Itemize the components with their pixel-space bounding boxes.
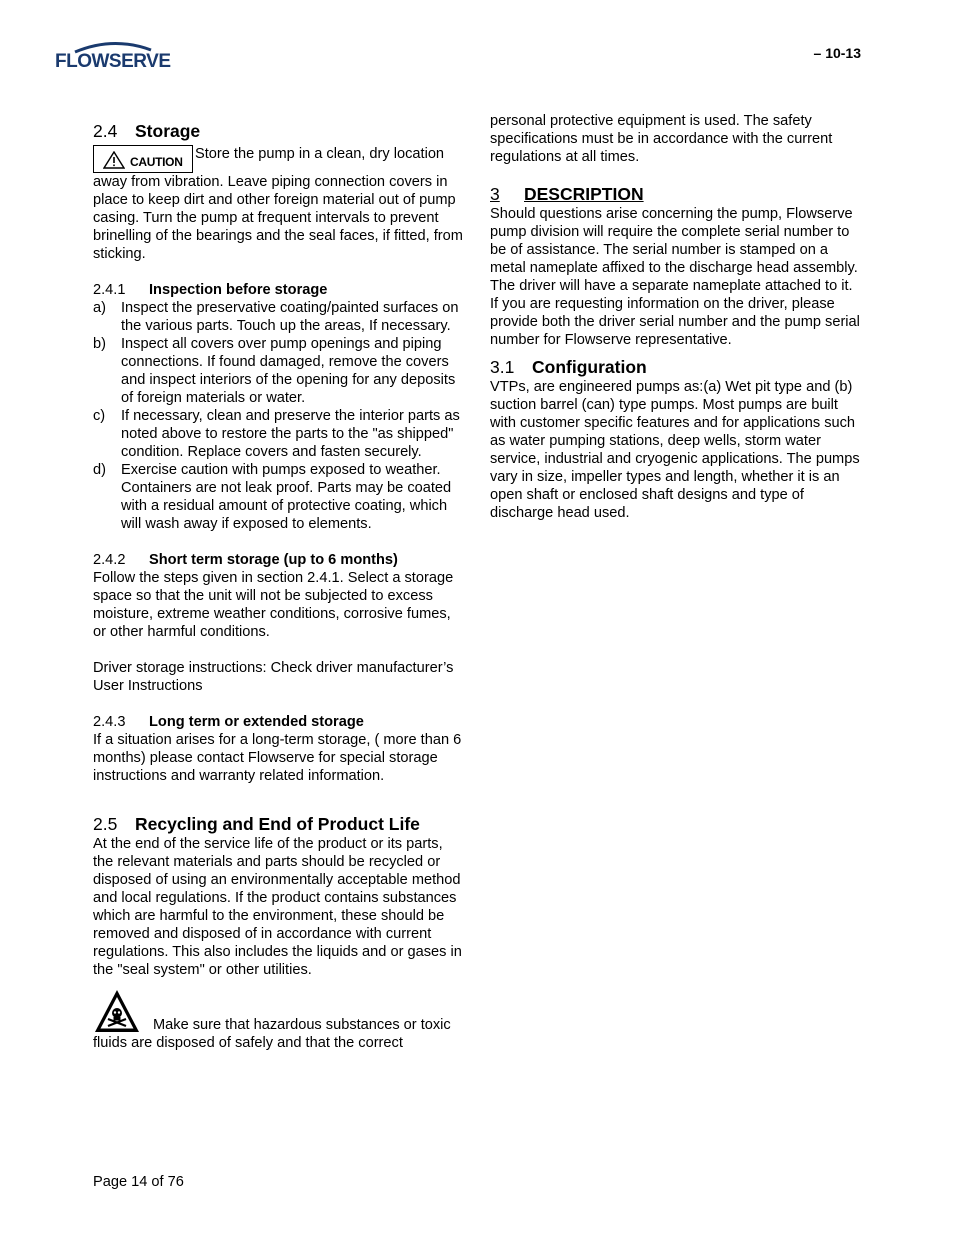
section-2-4-3-heading bbox=[93, 713, 465, 731]
list-item-text: Exercise caution with pumps exposed to weather. Containers are not leak proof. Parts may be coated with a residual amount of protective coating, which will wash away if exposed to elements. bbox=[121, 462, 452, 532]
caution-label: CAUTION bbox=[130, 155, 183, 169]
section-title: Configuration bbox=[532, 357, 647, 377]
section-number: 3.1 bbox=[490, 357, 515, 377]
section-2-4-2-heading bbox=[93, 551, 465, 569]
left-column bbox=[93, 120, 465, 1052]
logo-text: FLOWSERVE bbox=[55, 51, 171, 72]
section-number: 2.5 bbox=[93, 814, 118, 834]
section-title: Storage bbox=[135, 121, 201, 141]
recycling-paragraph: At the end of the service life of the product or its parts, the relevant materials and parts should be recycled or disposed of using an environmentally acceptable method and local regulations. If the product contains substances which are harmful to the environment, these should be removed and disposed of in accordance with current regulations. This also includes the liquids and or gases in the "seal system" or other utilities. bbox=[93, 836, 462, 978]
section-number: 2.4.3 bbox=[93, 714, 126, 730]
list-marker: c) bbox=[93, 408, 106, 424]
section-number: 2.4.2 bbox=[93, 552, 126, 568]
safety-paragraph: personal protective equipment is used. The safety specifications must be in accordance with the current regulations at all times. bbox=[490, 113, 833, 165]
storage-text: Store the pump in a clean, dry location away from vibration. Leave piping connection covers in place to keep dirt and other foreign material out of pump casing. Turn the pump at frequent intervals to prevent brinelling of the bearings and the seal faces, if fitted, from sticking. bbox=[93, 146, 463, 262]
toxic-text: Make sure that hazardous substances or toxic fluids are disposed of safely and that the correct bbox=[93, 1017, 451, 1051]
list-item-text: Inspect the preservative coating/painted surfaces on the various parts. Touch up the areas, If necessary. bbox=[121, 300, 459, 334]
driver-storage-paragraph: Driver storage instructions: Check driver manufacturer’s User Instructions bbox=[93, 660, 454, 694]
section-title: Inspection before storage bbox=[149, 282, 328, 298]
caution-symbol bbox=[93, 145, 193, 173]
long-term-paragraph: If a situation arises for a long-term storage, ( more than 6 months) please contact Flowserve for special storage instructions and warranty related information. bbox=[93, 732, 462, 784]
list-item-text: Inspect all covers over pump openings and piping connections. If found damaged, remove the covers and inspect interiors of the opening for any deposits of foreign materials or water. bbox=[121, 336, 456, 406]
list-item bbox=[93, 461, 465, 533]
description-paragraph: Should questions arise concerning the pump, Flowserve pump division will require the complete serial number to be of assistance. The serial number is stamped on a metal nameplate affixed to the discharge head assembly. The driver will have a separate nameplate attached to it. If you are requesting information on the driver, please provide both the driver serial number and the pump serial number for Flowserve representative. bbox=[490, 206, 860, 348]
list-marker: a) bbox=[93, 300, 106, 316]
section-number: 3 bbox=[490, 184, 500, 204]
toxic-paragraph bbox=[93, 988, 465, 1052]
section-2-4-heading bbox=[93, 120, 465, 142]
section-2-5-heading bbox=[93, 813, 465, 835]
list-item bbox=[93, 335, 465, 407]
flowserve-logo bbox=[55, 40, 171, 84]
right-column bbox=[490, 112, 862, 522]
list-item bbox=[93, 407, 465, 461]
configuration-paragraph: VTPs, are engineered pumps as:(a) Wet pit type and (b) suction barrel (can) type pumps. Most pumps are built with customer specific features and for applications such as water pumping stations, deep wells, storm water service, industrial and cryogenic applications. The pumps vary in size, impeller types and length, whether it is an open shaft or enclosed shaft designs and type of discharge head used. bbox=[490, 379, 860, 521]
list-marker: d) bbox=[93, 462, 106, 478]
section-3-1-heading bbox=[490, 356, 862, 378]
warning-triangle-icon bbox=[103, 151, 125, 169]
toxic-hazard-icon bbox=[93, 988, 141, 1034]
list-marker: b) bbox=[93, 336, 106, 352]
section-3-heading bbox=[490, 183, 862, 205]
document-number: – 10-13 bbox=[813, 45, 861, 61]
section-number: 2.4.1 bbox=[93, 282, 126, 298]
section-title: Long term or extended storage bbox=[149, 714, 364, 730]
list-item-text: If necessary, clean and preserve the interior parts as noted above to restore the parts to the "as shipped" condition. Replace covers and fasten securely. bbox=[121, 408, 460, 460]
list-item bbox=[93, 299, 465, 335]
section-title: Short term storage (up to 6 months) bbox=[149, 552, 398, 568]
section-2-4-1-heading bbox=[93, 281, 465, 299]
inspection-list bbox=[93, 299, 465, 533]
storage-paragraph bbox=[93, 145, 465, 263]
section-title: Recycling and End of Product Life bbox=[135, 814, 420, 834]
section-title: DESCRIPTION bbox=[524, 184, 644, 204]
page-number: Page 14 of 76 bbox=[93, 1174, 184, 1190]
short-term-paragraph: Follow the steps given in section 2.4.1. Select a storage space so that the unit will not be subjected to excess moisture, extreme weather conditions, corrosive fumes, or other harmful conditions. bbox=[93, 570, 454, 640]
section-number: 2.4 bbox=[93, 121, 118, 141]
